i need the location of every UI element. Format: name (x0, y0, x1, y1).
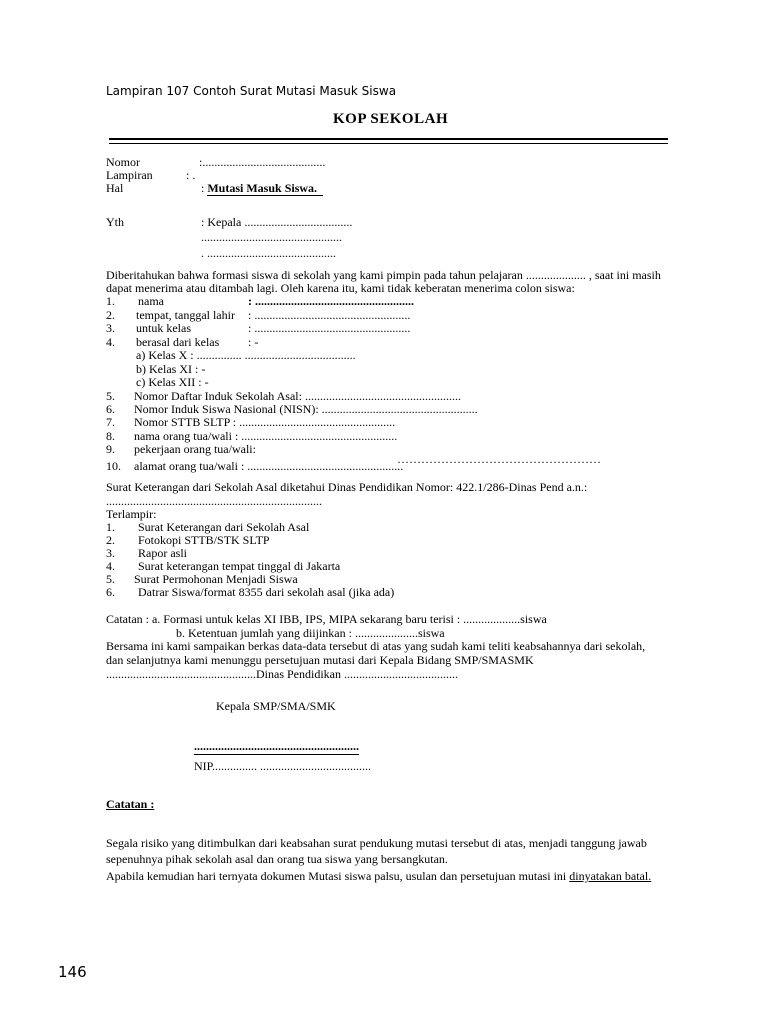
surat-line-2: ........................................................................ (106, 494, 322, 508)
nomor-label: Nomor (106, 155, 140, 169)
hal-value (207, 181, 323, 196)
catatan-p1-line-1: Segala risiko yang ditimbulkan dari keabsahan surat pendukung mutasi tersebut di atas, menjadi tanggung jawab (106, 836, 647, 850)
field-num-8: 8. (106, 429, 115, 443)
field-text-7: Nomor STTB SLTP : .................................................... (134, 415, 396, 429)
hal-colon: : (201, 181, 205, 195)
field-text-6: Nomor Induk Siswa Nasional (NISN): .................................................... (134, 402, 478, 416)
hal-line (201, 181, 323, 196)
field-text-9: pekerjaan orang tua/wali: (134, 442, 256, 456)
nomor-value: :......................................... (199, 155, 326, 169)
terlampir-item-6: Datrar Siswa/format 8355 dari sekolah asal (jika ada) (138, 585, 395, 599)
hal-label: Hal (106, 181, 124, 195)
field-num-5: 5. (106, 389, 115, 403)
hal-value-text: Mutasi Masuk Siswa (207, 181, 315, 195)
yth-line-3: . ........................................... (201, 246, 336, 260)
surat-line-1: Surat Keterangan dari Sekolah Asal diketahui Dinas Pendidikan Nomor: 422.1/286-Dinas Pend a.n.: (106, 480, 588, 494)
terlampir-item-1: Surat Keterangan dari Sekolah Asal (138, 520, 310, 534)
kop-sekolah-title: KOP SEKOLAH (333, 111, 449, 127)
kelas-xii: c) Kelas XII : - (136, 375, 209, 389)
field-value-3: : .................................................... (248, 321, 411, 335)
catatan-formasi-a: Catatan : a. Formasi untuk kelas XI IBB, IPS, MIPA sekarang baru terisi : ...................siswa (106, 612, 547, 626)
field-label-3: untuk kelas (136, 321, 191, 335)
header-rule-thick (109, 138, 668, 140)
field-value-2: : .................................................... (248, 308, 411, 322)
signature-nip: NIP............... ..................................... (194, 759, 372, 773)
catatan-title: Catatan : (106, 797, 155, 811)
catatan-p2-underlined: dinyatakan batal. (569, 869, 652, 883)
field-value-1: : ..................................................... (248, 294, 414, 308)
yth-label: Yth (106, 215, 124, 229)
lampiran-value: : . (186, 168, 196, 182)
catatan-p2-text: Apabila kemudian hari ternyata dokumen Mutasi siswa palsu, usulan dan persetujuan mutasi ini (106, 869, 570, 883)
yth-line-1: : Kepala .................................... (201, 215, 353, 229)
terlampir-item-4: Surat keterangan tempat tinggal di Jakarta (138, 559, 341, 573)
yth-line-2: ............................................... (201, 230, 342, 244)
catatan-p1-line-2: sepenuhnya pihak sekolah asal dan orang tua siswa yang bersangkutan. (106, 852, 448, 866)
hal-trail: . (314, 181, 318, 195)
field-value-4: : - (248, 335, 259, 349)
closing-line-3: ..................................................Dinas Pendidikan ...................................... (106, 667, 458, 681)
page-number: 146 (58, 963, 87, 981)
terlampir-item-3: Rapor asli (138, 546, 187, 560)
intro-line-2: dapat menerima atau ditambah lagi. Oleh karena itu, kami tidak keberatan menerima colon siswa: (106, 281, 575, 295)
field-num-6: 6. (106, 402, 115, 416)
signature-title: Kepala SMP/SMA/SMK (216, 699, 336, 713)
terlampir-item-2: Fotokopi STTB/STK SLTP (138, 533, 270, 547)
field-num-3: 3. (106, 321, 115, 335)
closing-line-2: dan selanjutnya kami menunggu persetujuan mutasi dari Kepala Bidang SMP/SMASMK (106, 653, 534, 667)
terlampir-num-6: 6. (106, 585, 115, 599)
field-num-1: 1. (106, 294, 115, 308)
terlampir-title: Terlampir: (106, 507, 157, 521)
field-num-7: 7. (106, 415, 115, 429)
header-rule-thin (109, 143, 668, 144)
terlampir-num-1: 1. (106, 520, 115, 534)
field-num-2: 2. (106, 308, 115, 322)
field-label-4: berasal dari kelas (136, 335, 220, 349)
field-text-5: Nomor Daftar Induk Sekolah Asal: .................................................... (134, 389, 461, 403)
kelas-xi: b) Kelas XI : - (136, 362, 206, 376)
signature-name-line: ....................................................... (194, 739, 359, 753)
document-caption: Lampiran 107 Contoh Surat Mutasi Masuk Siswa (106, 84, 397, 98)
terlampir-num-4: 4. (106, 559, 115, 573)
terlampir-num-3: 3. (106, 546, 115, 560)
terlampir-item-5: Surat Permohonan Menjadi Siswa (134, 572, 298, 586)
field-num-9: 9. (106, 442, 115, 456)
field-label-1: nama (138, 294, 164, 308)
pekerjaan-dots: …………………………………………… (397, 452, 601, 466)
terlampir-num-5: 5. (106, 572, 115, 586)
catatan-p2 (106, 869, 651, 884)
field-num-10: 10. (106, 459, 121, 473)
closing-line-1: Bersama ini kami sampaikan berkas data-data tersebut di atas yang sudah kami teliti keabsahannya dari sekolah, (106, 639, 646, 653)
catatan-formasi-b: b. Ketentuan jumlah yang diijinkan : .....................siswa (176, 626, 445, 640)
lampiran-label: Lampiran (106, 168, 153, 182)
terlampir-num-2: 2. (106, 533, 115, 547)
field-num-4: 4. (106, 335, 115, 349)
field-label-2: tempat, tanggal lahir (136, 308, 235, 322)
field-text-8: nama orang tua/wali : .................................................... (134, 429, 398, 443)
field-text-10: alamat orang tua/wali : .................................................... (134, 459, 404, 473)
kelas-x: a) Kelas X : ............... ..................................... (136, 348, 356, 362)
intro-line-1: Diberitahukan bahwa formasi siswa di sekolah yang kami pimpin pada tahun pelajaran .................... , saat ini masih (106, 268, 661, 282)
